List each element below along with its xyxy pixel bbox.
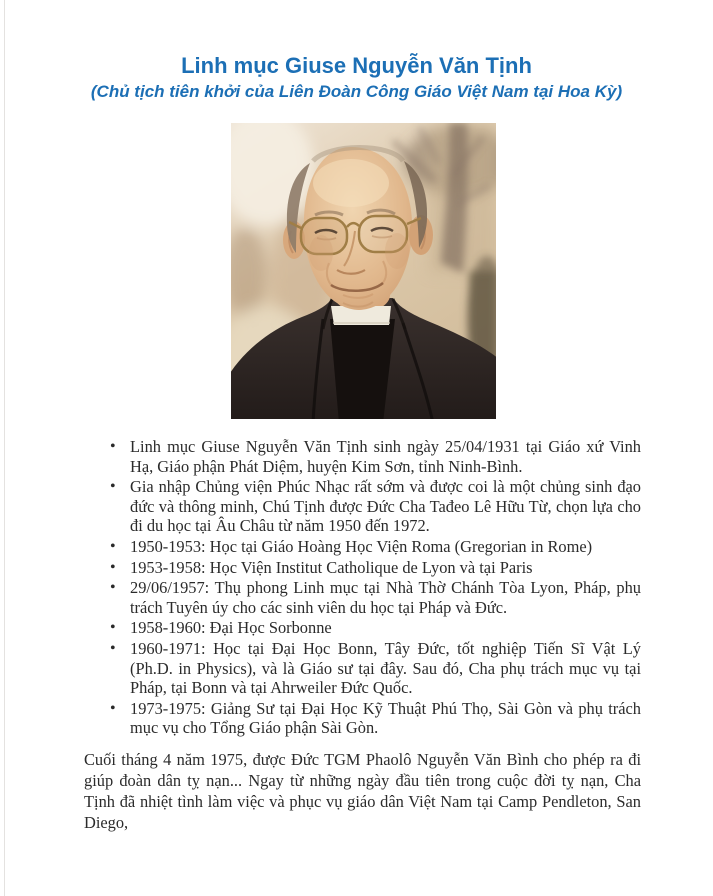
page-title: Linh mục Giuse Nguyễn Văn Tịnh	[181, 53, 532, 78]
biography-item: • 1960-1971: Học tại Đại Học Bonn, Tây Đức, tốt nghiệp Tiến Sĩ Vật Lý (Ph.D. in Physics), và là Giáo sư tại đây. Sau đó, Cha phụ trách mục vụ tại Pháp, tại Bonn và tại Ahrweiler Đức Quốc.	[84, 639, 641, 698]
page-subtitle: (Chủ tịch tiên khởi của Liên Đoàn Công Giáo Việt Nam tại Hoa Kỳ)	[90, 82, 623, 101]
biography-item: • Linh mục Giuse Nguyễn Văn Tịnh sinh ngày 25/04/1931 tại Giáo xứ Vinh Hạ, Giáo phận Phát Diệm, huyện Kim Sơn, tỉnh Ninh-Bình.	[84, 437, 641, 476]
biography-list	[84, 437, 641, 739]
scan-edge-line	[4, 0, 5, 896]
biography-item: • 1973-1975: Giảng Sư tại Đại Học Kỹ Thuật Phú Thọ, Sài Gòn và phụ trách mục vụ cho Tổng Giáo phận Sài Gòn.	[84, 699, 641, 738]
closing-paragraph: Cuối tháng 4 năm 1975, được Đức TGM Phaolô Nguyễn Văn Bình cho phép ra đi giúp đoàn dân tỵ nạn... Ngay từ những ngày đầu tiên trong cuộc đời tỵ nạn, Cha Tịnh đã nhiệt tình làm việc và phục vụ giáo dân Việt Nam tại Camp Pendleton, San Diego,	[84, 750, 641, 832]
portrait-photo	[231, 123, 496, 419]
biography-item: • Gia nhập Chủng viện Phúc Nhạc rất sớm và được coi là một chủng sinh đạo đức và thông minh, Chú Tịnh được Đức Cha Tađeo Lê Hữu Từ, chọn lựa cho đi du học tại Âu Châu từ năm 1950 đến 1972.	[84, 477, 641, 536]
biography-item: • 29/06/1957: Thụ phong Linh mục tại Nhà Thờ Chánh Tòa Lyon, Pháp, phụ trách Tuyên úy cho các sinh viên du học tại Pháp và Đức.	[84, 578, 641, 617]
biography-item: • 1953-1958: Học Viện Institut Catholique de Lyon và tại Paris	[84, 558, 641, 578]
biography-item: • 1950-1953: Học tại Giáo Hoàng Học Viện Roma (Gregorian in Rome)	[84, 537, 641, 557]
biography-item: • 1958-1960: Đại Học Sorbonne	[84, 618, 641, 638]
portrait-photo-illustration	[231, 123, 496, 419]
